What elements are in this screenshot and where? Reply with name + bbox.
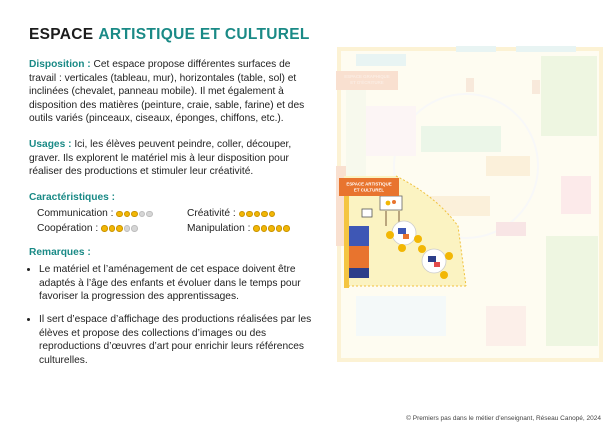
classroom-floor-plan — [336, 46, 604, 364]
faded-zone-label — [344, 74, 390, 85]
rating-dot-filled — [253, 225, 260, 232]
rating-dot-filled — [276, 225, 283, 232]
rating-dot-filled — [283, 225, 290, 232]
remarque-item: • Il sert d’espace d’affichage des productions réalisées par les élèves et propose des collections d’images ou des reproductions d’œuvres d’art pour enrichir leurs références culturelles. — [39, 313, 319, 367]
rating-dot-empty — [124, 225, 131, 232]
zone-label-line-1: ESPACE ARTISTIQUE — [346, 181, 392, 187]
rating-dots — [101, 225, 138, 232]
characteristic-label: Manipulation : — [187, 222, 251, 234]
drawing-board — [362, 209, 372, 217]
rating-dot-empty — [131, 225, 138, 232]
usages-label: Usages : — [29, 138, 72, 150]
title-part-2: ARTISTIQUE ET CULTUREL — [98, 26, 310, 43]
characteristic-label: Communication : — [37, 208, 114, 220]
caracteristiques-grid — [37, 207, 319, 235]
faded-zone-label-line-1: ESPACE GRAPHIQUE — [344, 74, 390, 79]
faded-zone-label-line-2: ET D'ÉCRITURE — [350, 80, 384, 85]
rating-dot-filled — [261, 211, 268, 218]
page-title — [29, 26, 310, 44]
rating-dot-filled — [109, 225, 116, 232]
rating-dot-filled — [268, 225, 275, 232]
title-part-1: ESPACE — [29, 26, 94, 43]
rating-dot-filled — [246, 211, 253, 218]
text-column — [29, 58, 319, 376]
zone-label-line-2: ET CULTUREL — [353, 187, 385, 193]
rating-dot-empty — [146, 211, 153, 218]
characteristic-label: Créativité : — [187, 208, 236, 220]
characteristic-item — [187, 222, 317, 236]
rating-dot-filled — [269, 211, 276, 218]
rating-dot-filled — [101, 225, 108, 232]
remarque-item: • Le matériel et l’aménagement de cet espace doivent être adaptés à l’âge des enfants et évoluer dans le temps pour favoriser la progression des apprentissages. — [39, 263, 319, 304]
usages-paragraph — [29, 138, 319, 179]
rating-dots — [116, 211, 153, 218]
rating-dot-filled — [254, 211, 261, 218]
rating-dot-filled — [116, 225, 123, 232]
characteristic-label: Coopération : — [37, 222, 99, 234]
disposition-paragraph — [29, 58, 319, 126]
rating-dots — [239, 211, 276, 218]
rating-dot-filled — [239, 211, 246, 218]
usages-text: Ici, les élèves peuvent peindre, coller, découper, graver. Ils explorent le matériel mis à leur disposition pour réaliser des productions et stimuler leur créativité. — [29, 138, 292, 178]
rating-dot-filled — [131, 211, 138, 218]
remarques-heading: Remarques : — [29, 246, 91, 258]
rating-dot-empty — [139, 211, 146, 218]
rating-dot-filled — [124, 211, 131, 218]
characteristic-item — [37, 222, 187, 236]
characteristic-item — [187, 207, 317, 221]
disposition-label: Disposition : — [29, 59, 91, 70]
copyright-credit: © Premiers pas dans le métier d’enseignant, Réseau Canopé, 2024 — [406, 415, 601, 422]
rating-dots — [253, 225, 290, 232]
rating-dot-filled — [261, 225, 268, 232]
storage-cabinet-orange — [349, 246, 369, 268]
storage-cabinet-blue — [349, 226, 369, 246]
characteristic-item — [37, 207, 187, 221]
rating-dot-filled — [116, 211, 123, 218]
disposition-text: Cet espace propose différentes surfaces de travail : verticales (tableau, mur), horizontales (table, sol) et inclinées (chevalet, panneau mobile). Il met également à disposition des matières (peinture, craie, sable, farine) et des outils variés (pinceaux, ciseaux, éponges, chiffons, etc.). — [29, 59, 305, 125]
caracteristiques-heading: Caractéristiques : — [29, 191, 116, 203]
remarques-list — [29, 263, 319, 367]
